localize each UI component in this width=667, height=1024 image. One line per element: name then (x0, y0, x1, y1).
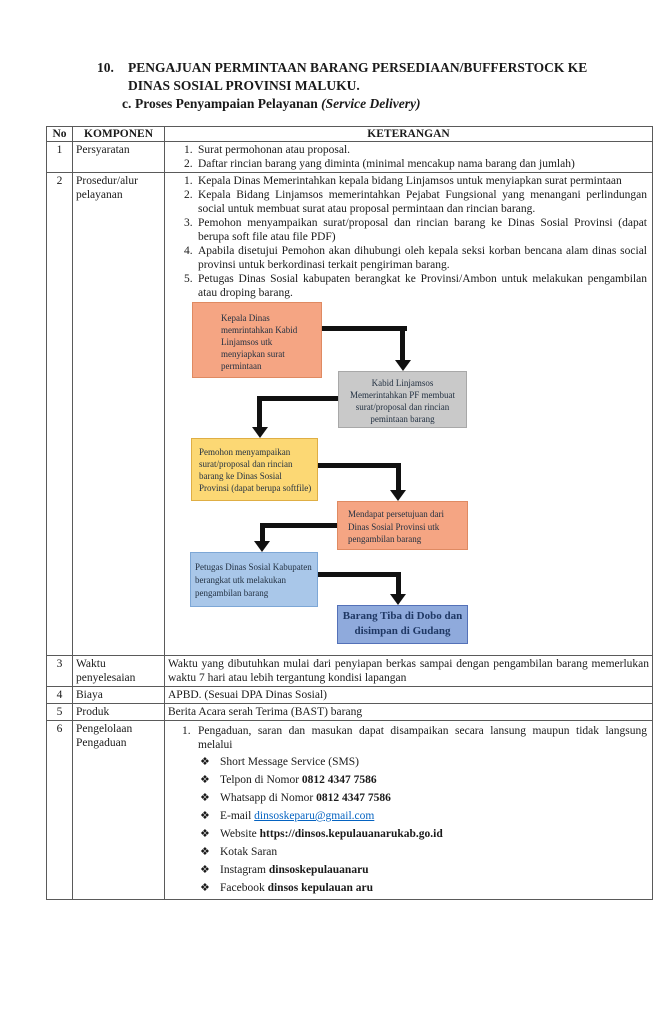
section-title-line1: PENGAJUAN PERMINTAAN BARANG PERSEDIAAN/BUFFERSTOCK KE (128, 60, 588, 75)
flow-arrow-segment (257, 396, 338, 401)
bullet-text (220, 772, 377, 788)
flow-arrowhead-icon (390, 490, 406, 501)
flow-arrow-segment (260, 523, 265, 541)
row1-keterangan (165, 142, 653, 173)
bullet-text (220, 844, 277, 860)
bullet-text (220, 862, 369, 878)
service-flowchart (168, 302, 649, 654)
flow-arrow-segment (400, 326, 405, 360)
diamond-bullet-icon: ❖ (200, 864, 210, 876)
list-number: 1. (184, 175, 193, 187)
row1-komponen: Persyaratan (73, 142, 165, 173)
service-table (46, 126, 653, 900)
list-number: 5. (184, 273, 193, 285)
bullet-pre: Whatsapp di Nomor (220, 792, 317, 804)
flow-box-kepala-dinas: Kepala Dinas memrintahkan Kabid Linjamsos utk menyiapkan surat permintaan (192, 302, 322, 378)
bullet-pre: Short Message Service (SMS) (220, 756, 359, 768)
contact-channel-list (168, 754, 649, 896)
list-number: 2. (184, 158, 193, 170)
table-row-prosedur (47, 173, 653, 656)
list-item (168, 724, 649, 752)
bullet-text (220, 826, 443, 842)
list-text: Kepala Dinas Memerintahkan kepala bidang Linjamsos untuk menyiapkan surat permintaan (198, 175, 622, 187)
table-row-biaya (47, 687, 653, 704)
row2-no: 2 (47, 173, 73, 656)
bullet-item-kotak-saran (168, 844, 649, 860)
flow-arrow-segment (322, 326, 407, 331)
diamond-bullet-icon: ❖ (200, 756, 210, 768)
website-url: https://dinsos.kepulauanarukab.go.id (259, 828, 443, 840)
sub-heading-text: Proses Penyampaian Pelayanan (135, 96, 322, 111)
list-text: Surat permohonan atau proposal. (198, 144, 351, 156)
diamond-bullet-icon: ❖ (200, 882, 210, 894)
sub-heading (122, 95, 617, 113)
list-text: Pemohon menyampaikan surat/proposal dan rincian barang ke Dinas Sosial Provinsi (dapat berupa soft file atau file PDF) (198, 217, 647, 243)
list-item (168, 157, 649, 171)
list-number: 1. (184, 144, 193, 156)
table-row-waktu (47, 656, 653, 687)
bullet-pre: Website (220, 828, 260, 840)
row6-keterangan (165, 721, 653, 900)
flow-arrowhead-icon (395, 360, 411, 371)
flow-arrowhead-icon (252, 427, 268, 438)
flow-arrow-segment (318, 463, 401, 468)
row2-komponen: Prosedur/alur pelayanan (73, 173, 165, 656)
sub-heading-letter: c. (122, 96, 132, 111)
bullet-item-sms (168, 754, 649, 770)
list-item (168, 143, 649, 157)
list-item (168, 272, 649, 300)
flow-arrow-segment (318, 572, 401, 577)
header-keterangan: KETERANGAN (165, 127, 653, 142)
header-no: No (47, 127, 73, 142)
list-number: 1. (182, 725, 191, 737)
diamond-bullet-icon: ❖ (200, 828, 210, 840)
list-item (168, 216, 649, 244)
phone-number: 0812 4347 7586 (301, 774, 377, 786)
flow-arrow-segment (396, 572, 401, 594)
email-link[interactable]: dinsoskeparu@gmail.com (254, 810, 375, 822)
sub-heading-italic: (Service Delivery) (321, 96, 421, 111)
list-item (168, 174, 649, 188)
list-item (168, 188, 649, 216)
row3-keterangan: Waktu yang dibutuhkan mulai dari penyiapan berkas sampai dengan pengambilan barang memerlukan waktu 7 hari atau lebih tergantung kondisi lapangan (165, 656, 653, 687)
bullet-pre: Kotak Saran (220, 846, 278, 858)
flow-arrow-segment (257, 396, 262, 427)
list-text: Apabila disetujui Pemohon akan dihubungi oleh kepala seksi korban bencana alam dinas social provinsi untuk berkordinasi terkait pengiriman barang. (198, 245, 647, 271)
bullet-item-telpon (168, 772, 649, 788)
row4-keterangan: APBD. (Sesuai DPA Dinas Sosial) (165, 687, 653, 704)
flow-arrow-segment (260, 523, 337, 528)
bullet-pre: E-mail (220, 810, 255, 822)
flow-arrowhead-icon (390, 594, 406, 605)
bullet-item-whatsapp (168, 790, 649, 806)
flow-box-barang-tiba: Barang Tiba di Dobo dan disimpan di Gudang (337, 605, 468, 644)
flow-box-pemohon: Pemohon menyampaikan surat/proposal dan rincian barang ke Dinas Sosial Provinsi (dapat berupa softfile) (191, 438, 318, 501)
diamond-bullet-icon: ❖ (200, 810, 210, 822)
row5-no: 5 (47, 704, 73, 721)
section-heading (97, 59, 617, 113)
section-number: 10. (97, 60, 114, 75)
facebook-handle: dinsos kepulauan aru (267, 882, 374, 894)
table-row-pengaduan (47, 721, 653, 900)
instagram-handle: dinsoskepulauanaru (268, 864, 369, 876)
row1-no: 1 (47, 142, 73, 173)
diamond-bullet-icon: ❖ (200, 792, 210, 804)
list-number: 2. (184, 189, 193, 201)
bullet-pre: Instagram (220, 864, 269, 876)
table-header-row (47, 127, 653, 142)
row3-komponen: Waktu penyelesaian (73, 656, 165, 687)
row2-keterangan (165, 173, 653, 656)
flow-arrowhead-icon (254, 541, 270, 552)
flow-arrow-segment (396, 463, 401, 490)
list-text: Petugas Dinas Sosial kabupaten berangkat ke Provinsi/Ambon untuk melakukan pengambilan atau droping barang. (198, 273, 647, 299)
list-text: Pengaduan, saran dan masukan dapat disampaikan secara lansung maupun tidak langsung melalui (198, 725, 647, 751)
bullet-item-email (168, 808, 649, 824)
row4-no: 4 (47, 687, 73, 704)
bullet-text (220, 790, 391, 806)
row6-no: 6 (47, 721, 73, 900)
row3-no: 3 (47, 656, 73, 687)
list-text: Daftar rincian barang yang diminta (minimal mencakup nama barang dan jumlah) (198, 158, 575, 170)
flow-box-petugas: Petugas Dinas Sosial Kabupaten berangkat utk melakukan pengambilan barang (190, 552, 318, 607)
bullet-text (220, 808, 374, 824)
diamond-bullet-icon: ❖ (200, 846, 210, 858)
table-row-persyaratan (47, 142, 653, 173)
bullet-text (220, 754, 359, 770)
bullet-pre: Telpon di Nomor (220, 774, 302, 786)
whatsapp-number: 0812 4347 7586 (316, 792, 391, 804)
flow-box-persetujuan: Mendapat persetujuan dari Dinas Sosial Provinsi utk pengambilan barang (337, 501, 468, 550)
flow-box-kabid-linjamsos: Kabid Linjamsos Memerintahkan PF membuat surat/proposal dan rincian pemintaan barang (338, 371, 467, 428)
row4-komponen: Biaya (73, 687, 165, 704)
bullet-item-facebook (168, 880, 649, 896)
list-item (168, 244, 649, 272)
section-title-line2: DINAS SOSIAL PROVINSI MALUKU. (128, 78, 360, 93)
header-komponen: KOMPONEN (73, 127, 165, 142)
bullet-pre: Facebook (220, 882, 268, 894)
diamond-bullet-icon: ❖ (200, 774, 210, 786)
bullet-item-website (168, 826, 649, 842)
bullet-text (220, 880, 373, 896)
table-row-produk (47, 704, 653, 721)
row5-komponen: Produk (73, 704, 165, 721)
list-text: Kepala Bidang Linjamsos memerintahkan Pejabat Fungsional yang menangani perlindungan social untuk membuat surat atau proposal permintaan dan rincian barang. (198, 189, 647, 215)
row6-komponen: Pengelolaan Pengaduan (73, 721, 165, 900)
list-number: 3. (184, 217, 193, 229)
bullet-item-instagram (168, 862, 649, 878)
list-number: 4. (184, 245, 193, 257)
section-title (128, 59, 587, 95)
sub-heading-title (135, 95, 420, 113)
row5-keterangan: Berita Acara serah Terima (BAST) barang (165, 704, 653, 721)
